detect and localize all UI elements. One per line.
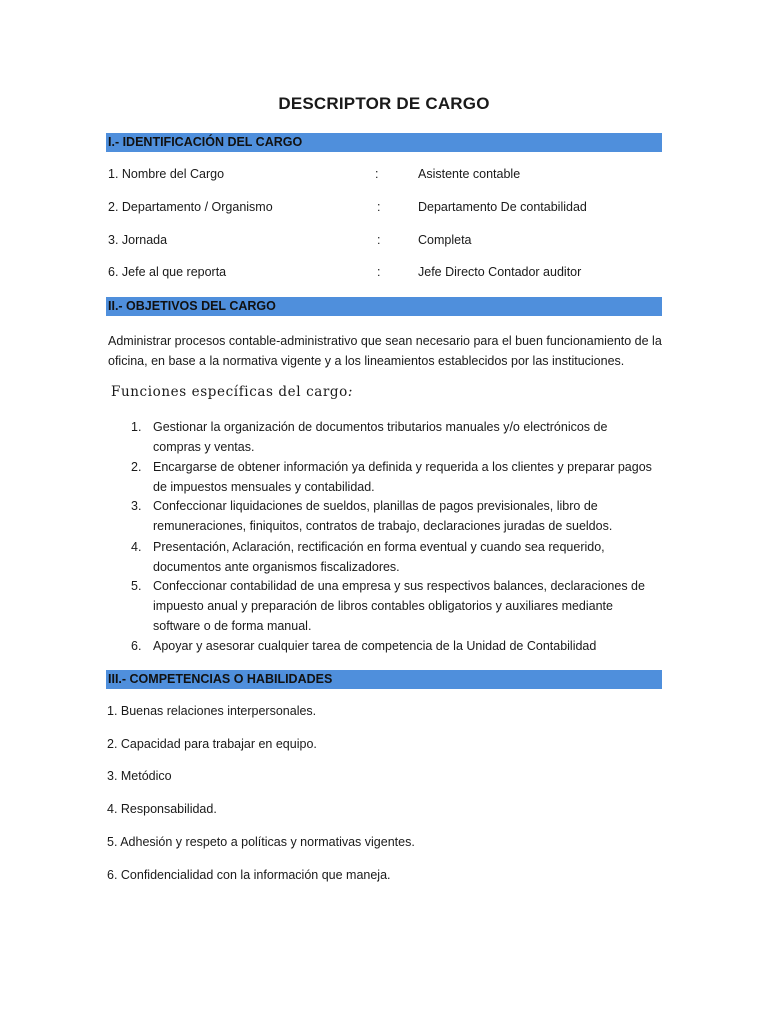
list-item: 5. Adhesión y respeto a políticas y normativas vigentes.: [107, 835, 415, 849]
list-item-number: 2.: [131, 460, 142, 474]
section-heading-objetivos: II.- OBJETIVOS DEL CARGO: [106, 297, 662, 316]
field-row-jefe: [108, 265, 668, 283]
list-item-number: 5.: [131, 579, 142, 593]
field-value: Departamento De contabilidad: [418, 200, 587, 214]
list-item-number: 3.: [131, 499, 142, 513]
objective-paragraph: Administrar procesos contable-administrativo que sean necesario para el buen funcionamiento de la oficina, en base a la normativa vigente y a los lineamientos establecidos por las instituciones.: [108, 334, 662, 368]
field-label: 6. Jefe al que reporta: [108, 265, 227, 279]
field-colon: :: [377, 265, 381, 279]
field-colon: :: [375, 167, 379, 181]
list-item: 1. Buenas relaciones interpersonales.: [107, 704, 317, 718]
list-item-text: Presentación, Aclaración, rectificación en forma eventual y cuando sea requerido, documentos ante organismos fiscalizadores.: [153, 540, 605, 574]
functions-subheading-text: Funciones específicas del cargo: [111, 384, 348, 400]
field-value: Asistente contable: [418, 167, 521, 181]
field-value: Completa: [418, 233, 472, 247]
functions-subheading: [111, 384, 353, 400]
field-label: 2. Departamento / Organismo: [108, 200, 273, 214]
document-title: DESCRIPTOR DE CARGO: [278, 94, 490, 113]
field-row-departamento: [108, 200, 668, 218]
list-item-text: Apoyar y asesorar cualquier tarea de competencia de la Unidad de Contabilidad: [153, 639, 597, 653]
field-row-jornada: [108, 233, 668, 251]
list-item: 6. Confidencialidad con la información que maneja.: [107, 868, 391, 882]
list-item: 4. Responsabilidad.: [107, 802, 217, 816]
section-heading-competencias: III.- COMPETENCIAS O HABILIDADES: [106, 670, 662, 689]
list-item-number: 6.: [131, 639, 142, 653]
section-heading-identificacion: I.- IDENTIFICACIÓN DEL CARGO: [106, 133, 662, 152]
list-item-text: Encargarse de obtener información ya definida y requerida a los clientes y preparar pagos de impuestos mensuales y contabilidad.: [153, 460, 652, 494]
field-row-nombre-cargo: [108, 167, 668, 185]
list-item-number: 4.: [131, 540, 142, 554]
list-item-number: 1.: [131, 420, 142, 434]
field-label: 3. Jornada: [108, 233, 168, 247]
field-colon: :: [377, 200, 381, 214]
field-value: Jefe Directo Contador auditor: [418, 265, 582, 279]
list-item-text: Confeccionar liquidaciones de sueldos, planillas de pagos previsionales, libro de remuneraciones, finiquitos, contratos de trabajo, declaraciones juradas de sueldos.: [153, 499, 613, 533]
list-item-text: Gestionar la organización de documentos tributarios manuales y/o electrónicos de compras y ventas.: [153, 420, 608, 454]
field-label: 1. Nombre del Cargo: [108, 167, 225, 181]
list-item-text: Confeccionar contabilidad de una empresa y sus respectivos balances, declaraciones de impuesto anual y preparación de libros contables obligatorios y auxiliares mediante software o de forma manual.: [153, 579, 645, 633]
list-item: 3. Metódico: [107, 769, 172, 783]
functions-subheading-colon: :: [347, 384, 354, 400]
field-colon: :: [377, 233, 381, 247]
list-item: 2. Capacidad para trabajar en equipo.: [107, 737, 317, 751]
